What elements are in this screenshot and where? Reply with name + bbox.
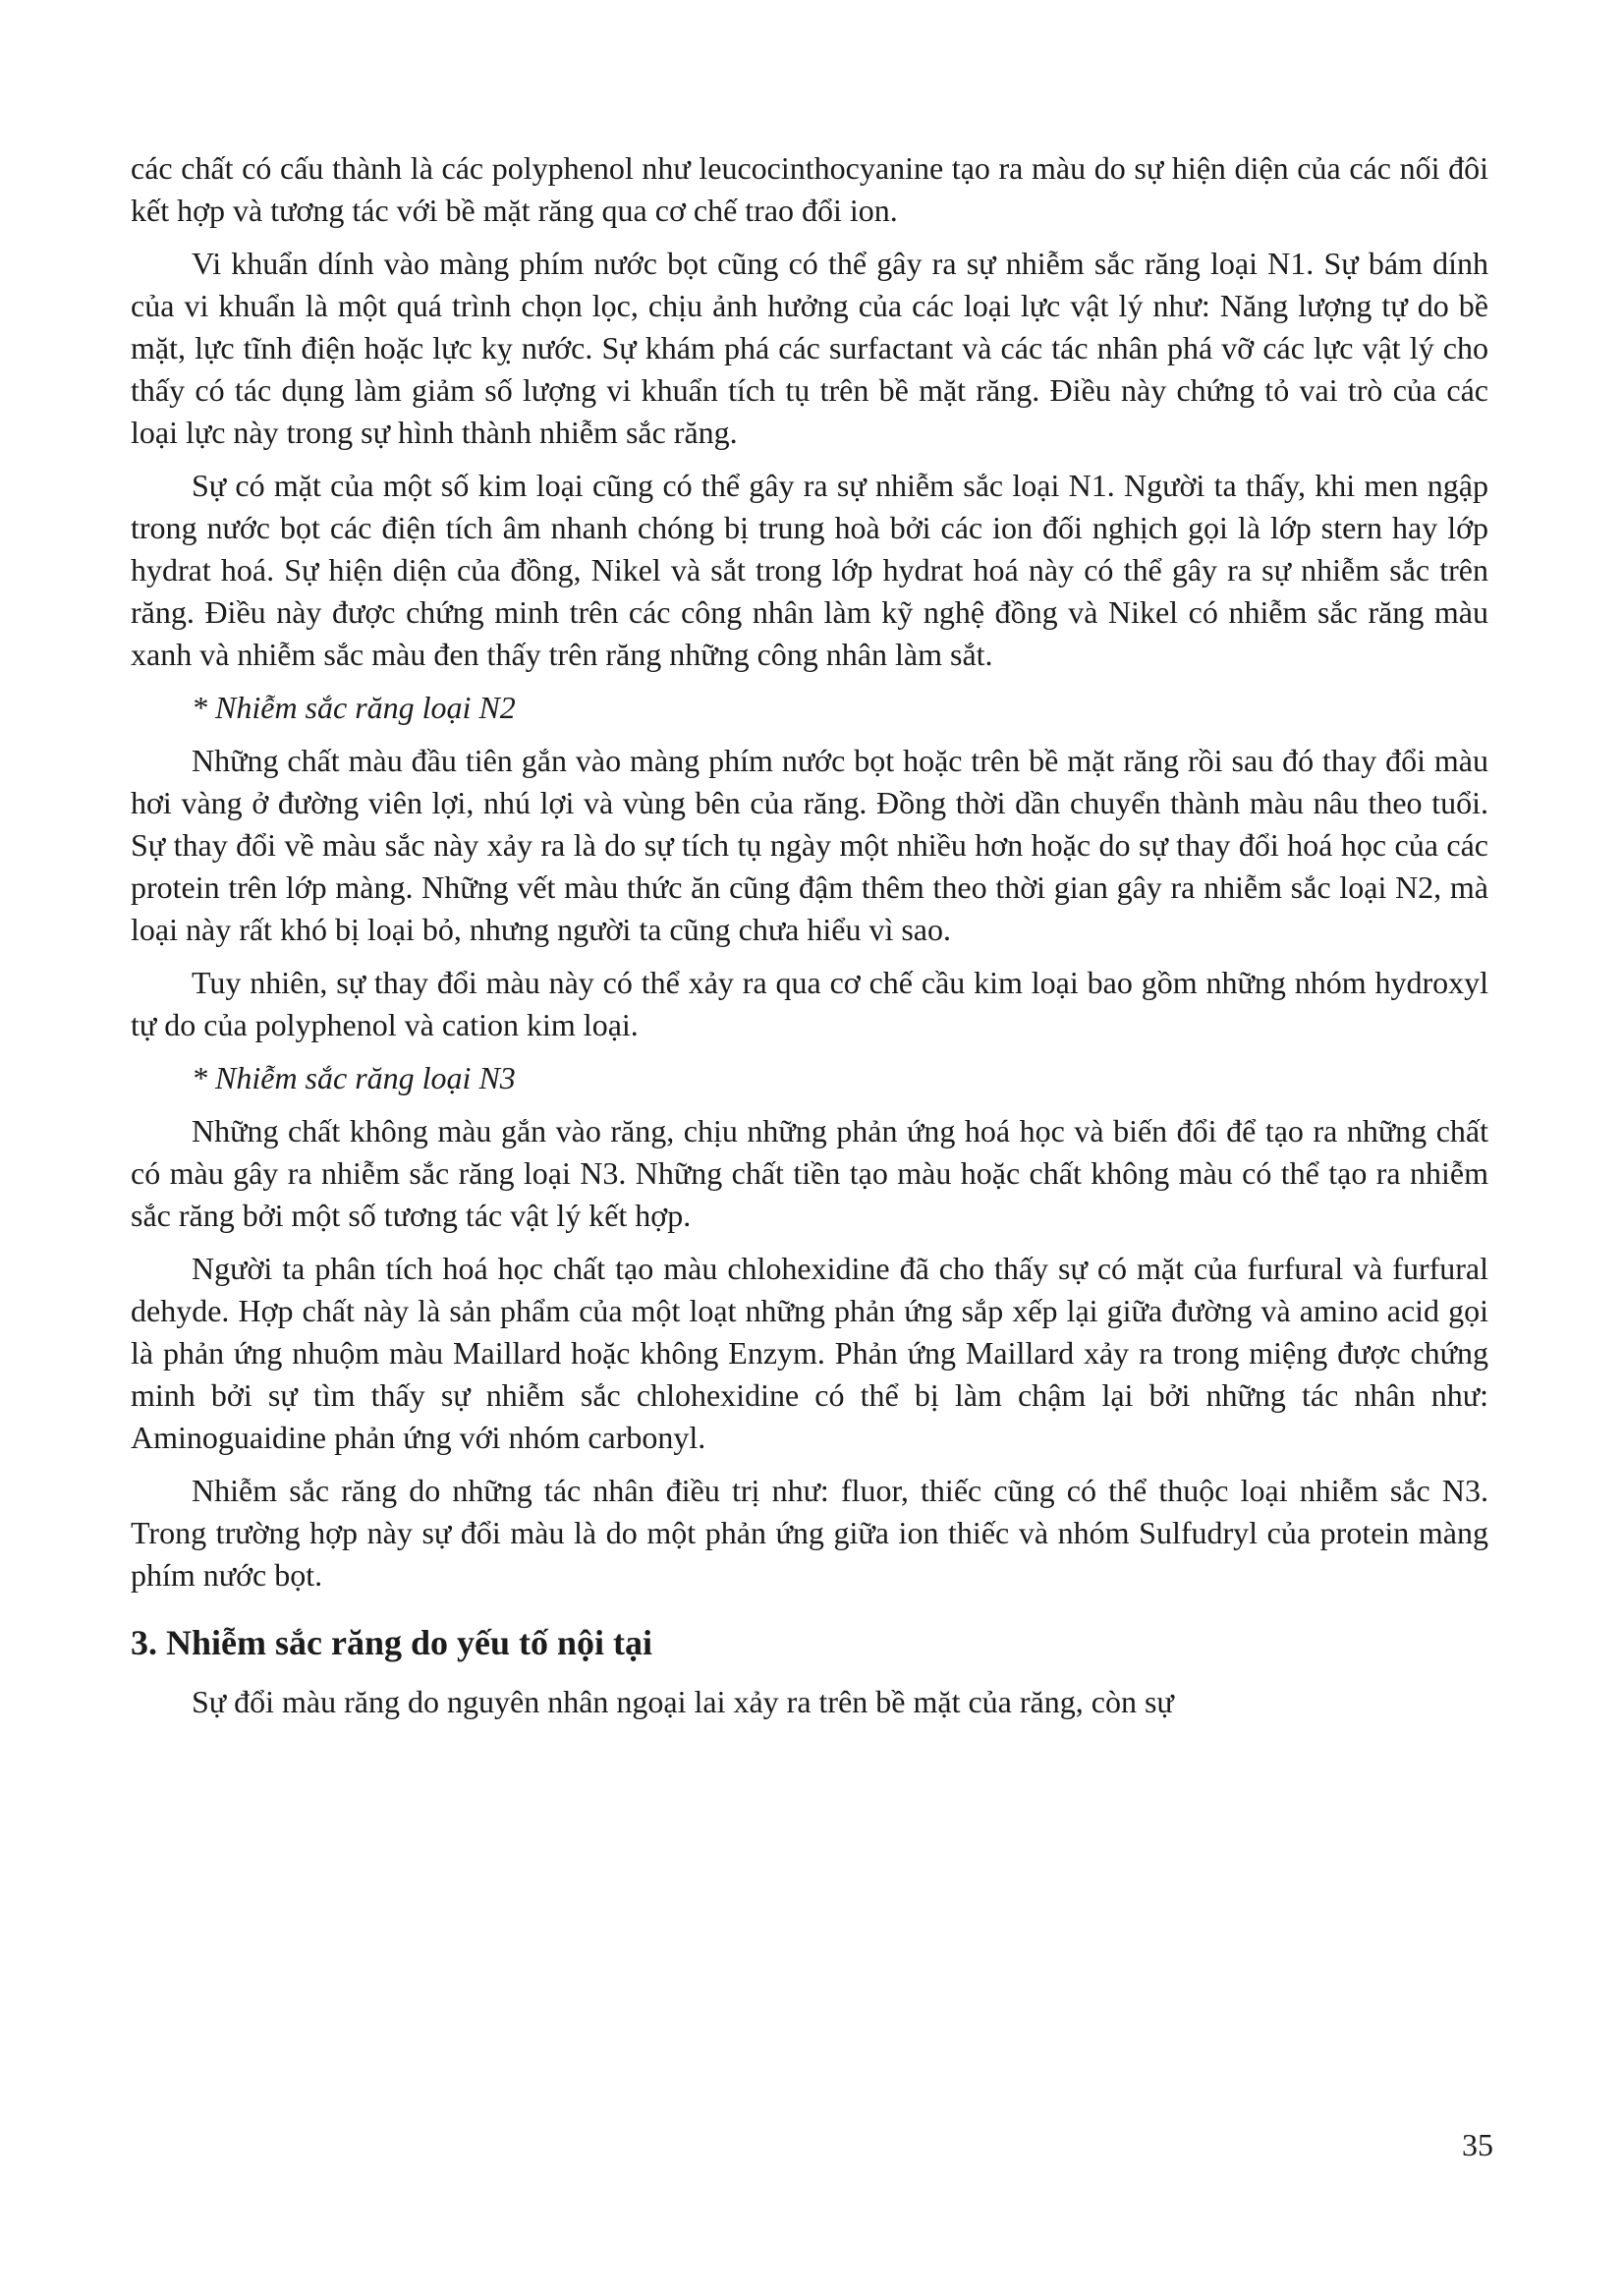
paragraph: Người ta phân tích hoá học chất tạo màu chlohexidine đã cho thấy sự có mặt của furfural và furfural dehyde. Hợp chất này là sản phẩm của một loạt những phản ứng sắp xếp lại giữa đường và amino acid gọi là phản ứng nhuộm màu Maillard hoặc không Enzym. Phản ứng Maillard xảy ra trong miệng được chứng minh bởi sự tìm thấy sự nhiễm sắc chlohexidine có thể bị làm chậm lại bởi những tác nhân như: Aminoguaidine phản ứng với nhóm carbonyl. [131, 1251, 1488, 1455]
subheading-n2: * Nhiễm sắc răng loại N2 [192, 690, 516, 725]
paragraph: Những chất màu đầu tiên gắn vào màng phím nước bọt hoặc trên bề mặt răng rồi sau đó thay đổi màu hơi vàng ở đường viên lợi, nhú lợi và vùng bên của răng. Đồng thời dần chuyển thành màu nâu theo tuổi. Sự thay đổi về màu sắc này xảy ra là do sự tích tụ ngày một nhiều hơn hoặc do sự thay đổi hoá học của các protein trên lớp màng. Những vết màu thức ăn cũng đậm thêm theo thời gian gây ra nhiễm sắc loại N2, mà loại này rất khó bị loại bỏ, nhưng người ta cũng chưa hiểu vì sao. [131, 743, 1488, 947]
subheading-n3: * Nhiễm sắc răng loại N3 [192, 1060, 516, 1095]
paragraph: Tuy nhiên, sự thay đổi màu này có thể xảy ra qua cơ chế cầu kim loại bao gồm những nhóm hydroxyl tự do của polyphenol và cation kim loại. [131, 965, 1488, 1042]
paragraph: Vi khuẩn dính vào màng phím nước bọt cũng có thể gây ra sự nhiễm sắc răng loại N1. Sự bám dính của vi khuẩn là một quá trình chọn lọc, chịu ảnh hưởng của các loại lực vật lý như: Năng lượng tự do bề mặt, lực tĩnh điện hoặc lực kỵ nước. Sự khám phá các surfactant và các tác nhân phá vỡ các lực vật lý cho thấy có tác dụng làm giảm số lượng vi khuẩn tích tụ trên bề mặt răng. Điều này chứng tỏ vai trò của các loại lực này trong sự hình thành nhiễm sắc răng. [131, 246, 1488, 450]
section-title: 3. Nhiễm sắc răng do yếu tố nội tại [131, 1623, 652, 1662]
page-number: 35 [1462, 2127, 1493, 2162]
paragraph: Sự đổi màu răng do nguyên nhân ngoại lai xảy ra trên bề mặt của răng, còn sự [192, 1684, 1174, 1719]
paragraph: các chất có cấu thành là các polyphenol như leucocinthocyanine tạo ra màu do sự hiện diện của các nối đôi kết hợp và tương tác với bề mặt răng qua cơ chế trao đổi ion. [131, 150, 1488, 228]
paragraph: Sự có mặt của một số kim loại cũng có thể gây ra sự nhiễm sắc loại N1. Người ta thấy, khi men ngập trong nước bọt các điện tích âm nhanh chóng bị trung hoà bởi các ion đối nghịch gọi là lớp stern hay lớp hydrat hoá. Sự hiện diện của đồng, Nikel và sắt trong lớp hydrat hoá này có thể gây ra sự nhiễm sắc trên răng. Điều này được chứng minh trên các công nhân làm kỹ nghệ đồng và Nikel có nhiễm sắc răng màu xanh và nhiễm sắc màu đen thấy trên răng những công nhân làm sắt. [131, 468, 1488, 672]
page-body [131, 147, 1488, 1734]
paragraph: Nhiễm sắc răng do những tác nhân điều trị như: fluor, thiếc cũng có thể thuộc loại nhiễm sắc N3. Trong trường hợp này sự đổi màu là do một phản ứng giữa ion thiếc và nhóm Sulfudryl của protein màng phím nước bọt. [131, 1473, 1488, 1593]
paragraph: Những chất không màu gắn vào răng, chịu những phản ứng hoá học và biến đổi để tạo ra những chất có màu gây ra nhiễm sắc răng loại N3. Những chất tiền tạo màu hoặc chất không màu có thể tạo ra nhiễm sắc răng bởi một số tương tác vật lý kết hợp. [131, 1113, 1488, 1233]
